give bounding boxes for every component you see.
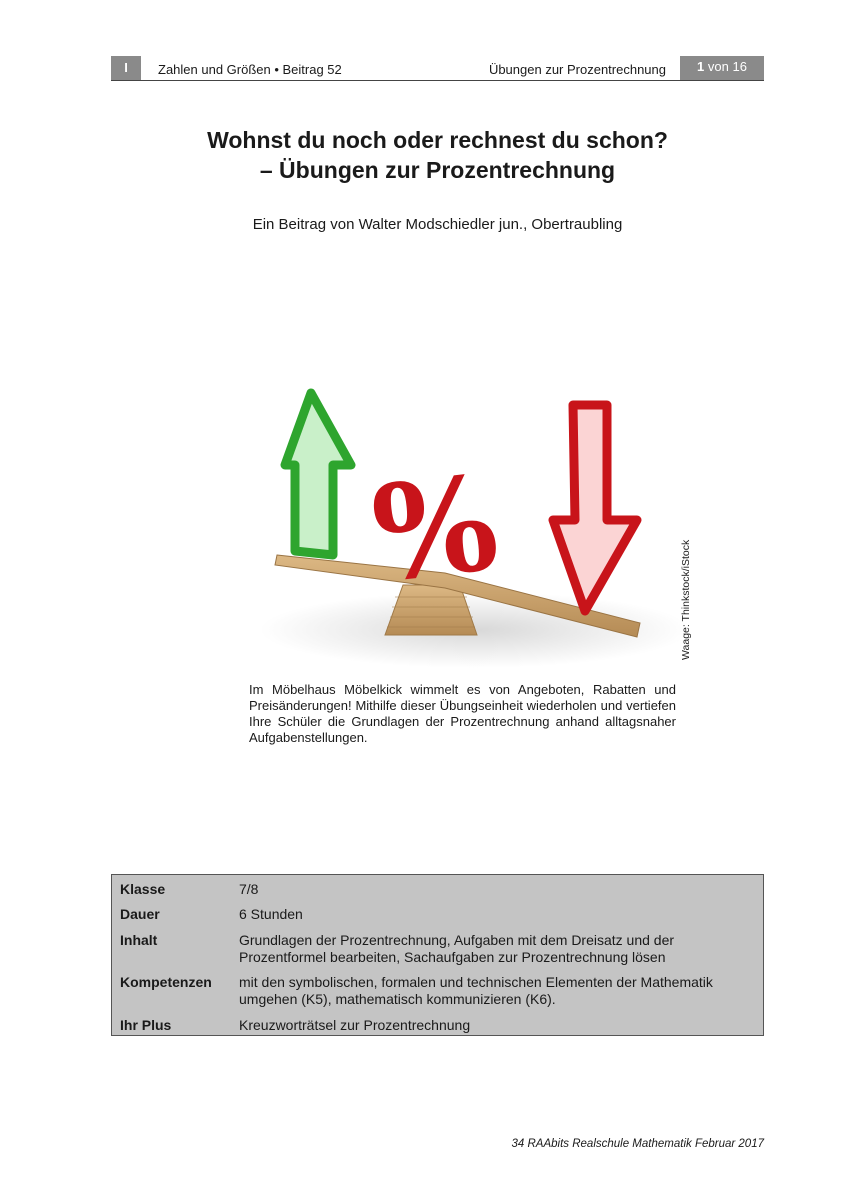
title-line-1: Wohnst du noch oder rechnest du schon? [207, 127, 668, 153]
dauer-value: 6 Stunden [239, 906, 303, 922]
intro-text: Im Möbelhaus Möbelkick wimmelt es von Angeboten, Rabatten und Preisänderungen! Mithilfe dieser Übungseinheit wiederholen und vertiefen Ihre Schüler die Grundlagen der Prozentrechnung anhand alltagsnaher Aufgabenstellungen. [249, 682, 676, 745]
plus-label: Ihr Plus [120, 1017, 172, 1033]
page-counter [680, 56, 764, 80]
kompetenzen-value: mit den symbolischen, formalen und technischen Elementen der Mathematik umgehen (K5), mathematisch kommunizieren (K6). [239, 974, 713, 1007]
plus-value: Kreuzworträtsel zur Prozentrechnung [239, 1017, 471, 1033]
page-current: 1 [697, 59, 705, 74]
info-box [111, 874, 764, 1036]
author-line: Ein Beitrag von Walter Modschiedler jun., Obertraubling [252, 216, 623, 233]
inhalt-value: Grundlagen der Prozentrechnung, Aufgaben mit dem Dreisatz und der Prozentformel bearbeiten, Sachaufgaben zur Prozentrechnung lösen [239, 932, 675, 965]
dauer-label: Dauer [120, 906, 160, 922]
page-footer: 34 RAAbits Realschule Mathematik Februar 2017 [511, 1138, 764, 1150]
page-title [111, 125, 764, 185]
down-arrow-icon [553, 405, 637, 611]
klasse-label: Klasse [120, 881, 166, 897]
percent-sign-icon: % [365, 446, 505, 612]
inhalt-label: Inhalt [120, 932, 158, 948]
image-credit: Waage: Thinkstock/iStock [680, 539, 692, 660]
up-arrow-icon [285, 393, 351, 555]
page-header [111, 56, 764, 81]
header-series: Zahlen und Größen • Beitrag 52 [158, 62, 342, 77]
section-mark: I [111, 56, 141, 80]
klasse-value: 7/8 [239, 881, 259, 897]
page-total: von 16 [704, 59, 747, 74]
title-line-2: – Übungen zur Prozentrechnung [259, 157, 616, 183]
header-topic: Übungen zur Prozentrechnung [488, 62, 666, 77]
kompetenzen-label: Kompetenzen [120, 974, 212, 990]
seesaw-illustration [245, 385, 685, 675]
